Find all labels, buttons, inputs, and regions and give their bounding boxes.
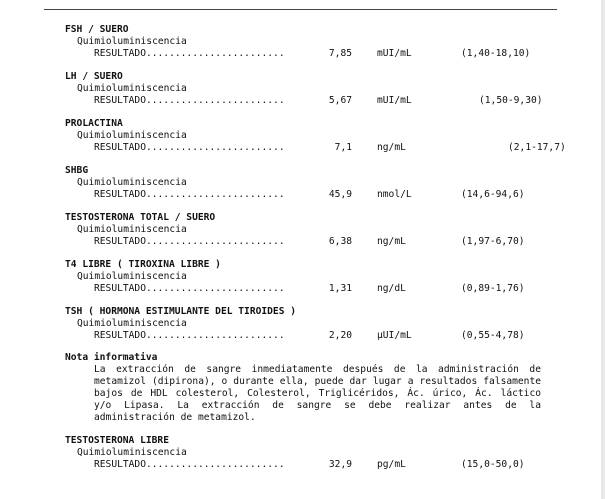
reference-range: (1,40-18,10)	[461, 48, 531, 59]
reference-range: (1,50-9,30)	[479, 95, 543, 106]
test-method: Quimioluminiscencia	[77, 83, 187, 94]
test-title: LH / SUERO	[65, 71, 123, 82]
header-rule	[44, 9, 557, 10]
test-method: Quimioluminiscencia	[77, 447, 187, 458]
result-unit: mUI/mL	[377, 48, 412, 59]
test-title: TESTOSTERONA TOTAL / SUERO	[65, 212, 216, 223]
result-label: RESULTADO........................	[94, 142, 285, 153]
result-value: 32,9	[328, 459, 352, 470]
test-method: Quimioluminiscencia	[77, 271, 187, 282]
result-value: 6,38	[328, 236, 352, 247]
result-unit: ng/dL	[377, 283, 406, 294]
test-title: T4 LIBRE ( TIROXINA LIBRE )	[65, 259, 221, 270]
result-label: RESULTADO........................	[94, 330, 285, 341]
result-label: RESULTADO........................	[94, 236, 285, 247]
test-method: Quimioluminiscencia	[77, 224, 187, 235]
result-label: RESULTADO........................	[94, 95, 285, 106]
test-title: TSH ( HORMONA ESTIMULANTE DEL TIROIDES )	[65, 306, 297, 317]
result-label: RESULTADO........................	[94, 189, 285, 200]
reference-range: (15,0-50,0)	[461, 459, 525, 470]
reference-range: (0,89-1,76)	[461, 283, 525, 294]
reference-range: (0,55-4,78)	[461, 330, 525, 341]
result-unit: ng/mL	[377, 236, 406, 247]
result-value: 5,67	[328, 95, 352, 106]
note-title: Nota informativa	[65, 352, 158, 363]
reference-range: (14,6-94,6)	[461, 189, 525, 200]
reference-range: (1,97-6,70)	[461, 236, 525, 247]
scrollbar-track[interactable]	[601, 0, 605, 499]
result-unit: pg/mL	[377, 459, 406, 470]
result-unit: µUI/mL	[377, 330, 412, 341]
result-value: 2,20	[328, 330, 352, 341]
result-label: RESULTADO........................	[94, 459, 285, 470]
result-value: 1,31	[328, 283, 352, 294]
note-text: La extracción de sangre inmediatamente después de la administración de metamizol (dipirona), o durante ella, puede dar lugar a resultados falsamente bajos de HDL colesterol, Colesterol, Triglicéridos, Ác. úrico, Ác. láctico y/o Lipasa. La extracción de sangre se debe realizar antes de la administración de metamizol.	[94, 364, 541, 423]
result-label: RESULTADO........................	[94, 48, 285, 59]
test-title: SHBG	[65, 165, 89, 176]
test-method: Quimioluminiscencia	[77, 177, 187, 188]
result-unit: ng/mL	[377, 142, 406, 153]
test-title: FSH / SUERO	[65, 24, 129, 35]
test-title: TESTOSTERONA LIBRE	[65, 435, 169, 446]
result-unit: nmol/L	[377, 189, 412, 200]
test-title: PROLACTINA	[65, 118, 123, 129]
reference-range: (2,1-17,7)	[508, 142, 566, 153]
result-value: 7,85	[328, 48, 352, 59]
test-method: Quimioluminiscencia	[77, 318, 187, 329]
test-method: Quimioluminiscencia	[77, 130, 187, 141]
result-unit: mUI/mL	[377, 95, 412, 106]
result-label: RESULTADO........................	[94, 283, 285, 294]
test-method: Quimioluminiscencia	[77, 36, 187, 47]
result-value: 7,1	[334, 142, 352, 153]
result-value: 45,9	[328, 189, 352, 200]
